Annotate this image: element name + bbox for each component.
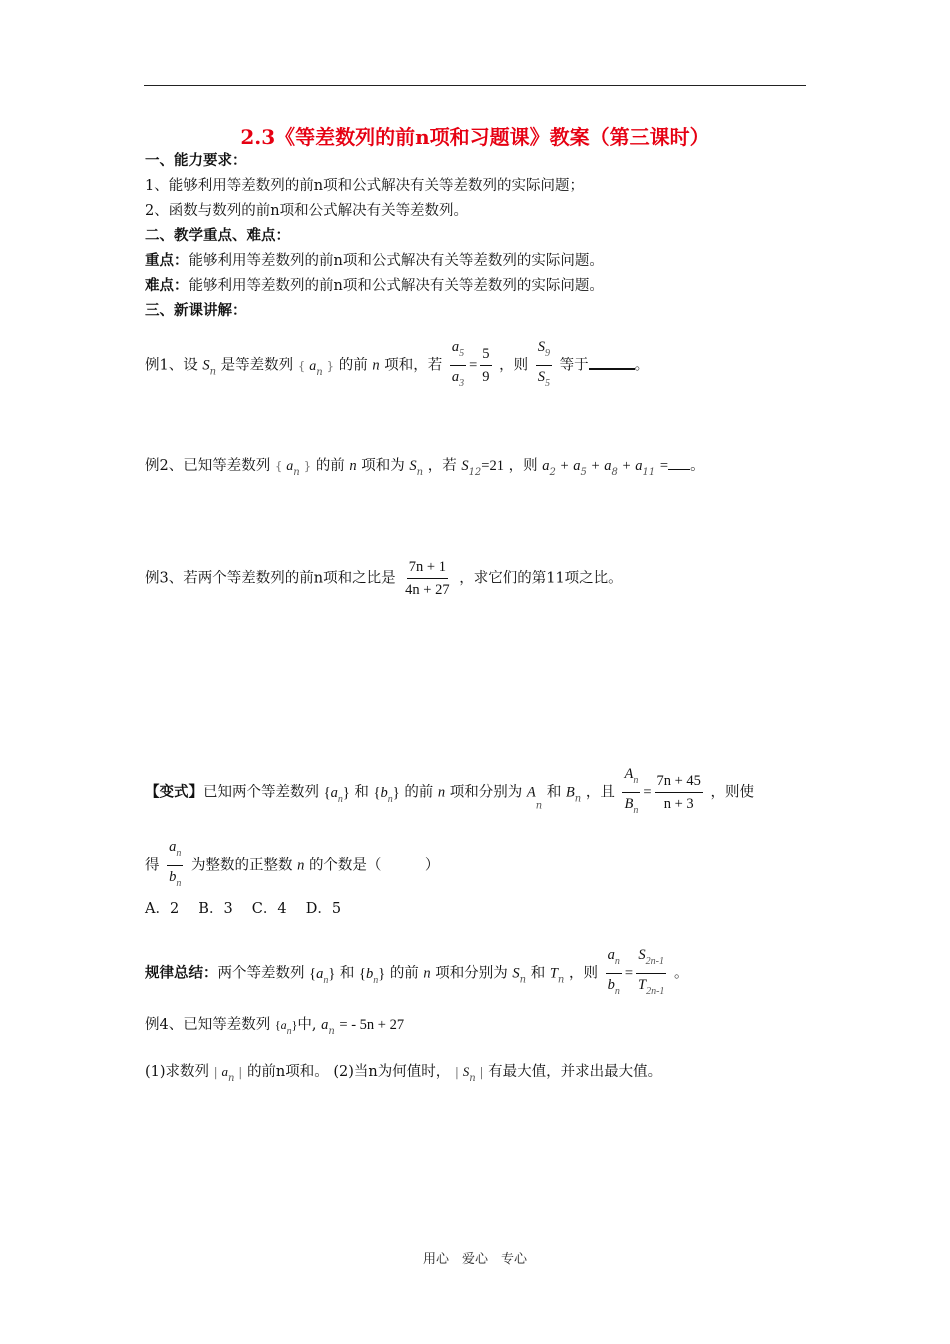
section-2-heading: 二、教学重点、难点： — [145, 227, 290, 244]
ex3-text-2: ，求它们的第11项之比。 — [459, 570, 623, 587]
section-1-heading: 一、能力要求： — [145, 152, 247, 169]
example-4-questions: (1)求数列 | $a_n$ | 的前n项和。 (2)当n为何值时， | $S_n$ | 有最大值，并求出最大值。 — [145, 1064, 663, 1084]
ex1-text-1: 例1、设 — [145, 357, 198, 374]
ex1-a: a — [309, 358, 317, 374]
ex2-text-6: 。 — [690, 458, 705, 474]
rule-ratio-ST: $\frac{S_{2n-1}}{T_{2n-1}}$ — [638, 947, 665, 997]
ex1-text-2: 是等差数列 — [220, 357, 294, 374]
ex2-eq: = — [659, 458, 669, 474]
ex1-S-sub: n — [209, 366, 217, 378]
variant-line-2: 得 $\frac{a_n}{b_n}$ 为整数的正整数 n 的个数是（ ） — [145, 838, 439, 893]
ex1-text-6: 等于 — [559, 357, 589, 374]
ex1-a-sub: n — [316, 366, 323, 378]
ex2-text-4: ，若 — [427, 458, 457, 474]
ex1-eq: = — [469, 357, 478, 374]
ex1-ratio-a: $\frac{a_5}{a_3}$ — [451, 339, 465, 389]
difficult-point-label: 难点： — [145, 277, 189, 294]
example-4: 例4、已知等差数列 $\{a_n\}$中, $a_n$ = - 5n + 27 — [145, 1017, 405, 1037]
rule-label: 规律总结： — [145, 964, 218, 982]
variant-ratio-value: $\frac{7n + 45}{n + 3}$ — [656, 773, 701, 812]
ex1-text-7: 。 — [634, 357, 650, 374]
ex1-text-5: ，则 — [499, 357, 529, 374]
ex2-S12: S — [461, 458, 469, 474]
ex2-text-2: 的前 — [315, 458, 345, 474]
ex2-text-5: ，则 — [508, 458, 538, 474]
variant-ratio-AB: $\frac{A_n}{B_n}$ — [624, 766, 639, 816]
variant-options: A．2 B．3 C．4 D．5 — [145, 901, 342, 917]
document-title: 2.3《等差数列的前n项和习题课》教案（第三课时） — [240, 125, 710, 149]
ex1-S: S — [202, 357, 210, 374]
ex1-ratio-5-9: $\frac{5}{9}$ — [482, 346, 490, 385]
key-point-text: 能够利用等差数列的前n项和公式解决有关等差数列的实际问题。 — [188, 253, 604, 269]
ex1-text-3: 的前 — [338, 357, 368, 374]
ex3-text-1: 例3、若两个等差数列的前n项和之比是 — [145, 570, 396, 587]
ex2-text-1: 例2、已知等差数列 — [145, 458, 271, 474]
ex2-n: n — [349, 458, 357, 474]
difficult-point — [145, 276, 604, 296]
key-point — [145, 251, 604, 271]
page-footer: 用心 爱心 专心 — [422, 1252, 527, 1267]
ability-item-1: 1、能够利用等差数列的前n项和公式解决有关等差数列的实际问题； — [145, 178, 585, 194]
variant-problem: 【变式】已知两个等差数列 $\{a_n\}$ 和 $\{b_n\}$ 的前 n 项和分别为 $A_n$ 和 $B_n$ ，且 $\frac{A_n}{B_n}$ = $\frac{7n + 45}{n + 3}$ ，则使 — [145, 765, 754, 820]
ex1-answer-blank[interactable] — [589, 354, 635, 370]
ex4-formula: = - 5n + 27 — [339, 1017, 405, 1033]
ex1-text-4: 项和，若 — [384, 357, 443, 374]
section-3-heading: 三、新课讲解： — [145, 302, 247, 319]
ex2-brace: { $a_n$ } — [274, 459, 312, 478]
difficult-point-text: 能够利用等差数列的前n项和公式解决有关等差数列的实际问题。 — [188, 278, 604, 294]
ex2-eq21: =21 — [481, 458, 504, 474]
example-1 — [145, 338, 649, 393]
ex2-S: S — [409, 458, 417, 474]
key-point-label: 重点： — [145, 252, 189, 269]
ex1-ratio-S: $\frac{S_9}{S_5}$ — [537, 339, 550, 389]
ex3-ratio: $\frac{7n + 1}{4n + 27}$ — [405, 559, 450, 598]
variant-ratio-ab: $\frac{a_n}{b_n}$ — [169, 839, 182, 889]
ex2-text-3: 项和为 — [361, 458, 405, 474]
header-rule — [144, 85, 806, 86]
rule-summary: 规律总结：两个等差数列 $\{a_n\}$ 和 $\{b_n\}$ 的前 n 项和分别为 $S_n$ 和 $T_n$ ，则 $\frac{a_n}{b_n}$ = $\frac{S_{2n-1}}{T_{2n-1}}$ 。 — [145, 946, 689, 1001]
rule-ratio-ab: $\frac{a_n}{b_n}$ — [607, 947, 620, 997]
example-2: 例2、已知等差数列 { $a_n$ } 的前 n 项和为 $S_n$ ，若 $S_{12}=21$ ，则 $a_2 + a_5 + a_8 + a_{11}$ = 。 — [145, 458, 705, 478]
ex1-n: n — [372, 357, 380, 374]
ability-item-2: 2、函数与数列的前n项和公式解决有关等差数列。 — [145, 203, 469, 219]
ex2-answer-blank[interactable] — [668, 460, 690, 470]
example-3 — [145, 558, 623, 599]
variant-label: 【变式】 — [145, 783, 203, 801]
ex1-brace: { $a_n$ } — [297, 358, 335, 378]
